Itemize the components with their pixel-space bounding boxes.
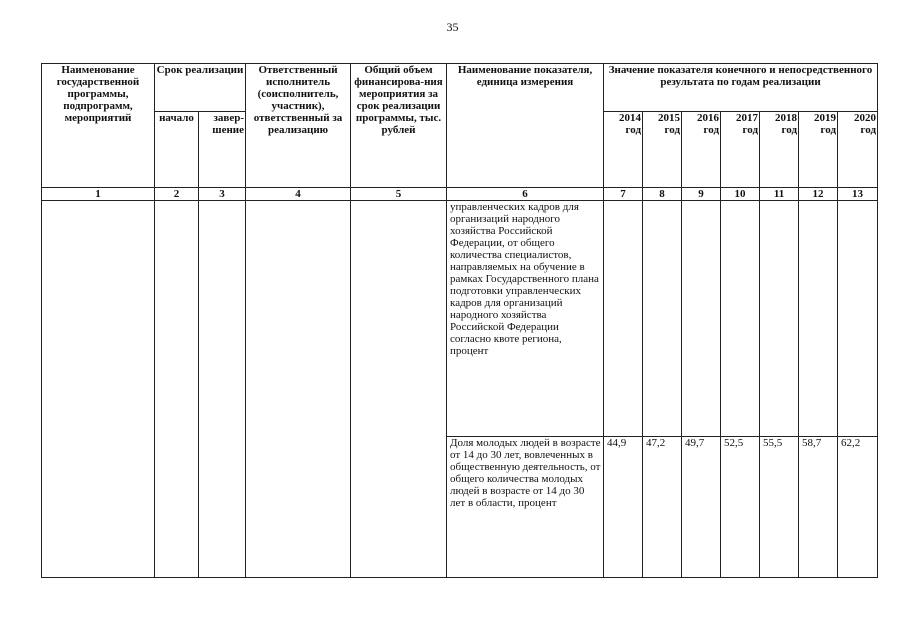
header-year-2019: 2019 год: [799, 112, 838, 188]
header-term: Срок реализации: [155, 64, 246, 112]
column-number: 7: [604, 188, 643, 201]
column-number: 11: [760, 188, 799, 201]
end-cell: [199, 201, 246, 578]
header-year-2016: 2016 год: [682, 112, 721, 188]
indicators-table: [41, 63, 878, 578]
value-cell: 44,9: [604, 437, 643, 578]
start-cell: [155, 201, 199, 578]
value-cell: 47,2: [643, 437, 682, 578]
header-program-name: Наименование государственной программы, подпрограмм, мероприятий: [42, 64, 155, 188]
program-name-cell: [42, 201, 155, 578]
column-number: 6: [447, 188, 604, 201]
page-number: 35: [446, 20, 459, 34]
column-number: 3: [199, 188, 246, 201]
value-cell: [799, 201, 838, 437]
header-year-2018: 2018 год: [760, 112, 799, 188]
value-cell: [682, 201, 721, 437]
header-indicator-values: Значение показателя конечного и непосредственного результата по годам реализации: [604, 64, 878, 112]
column-number: 4: [246, 188, 351, 201]
value-cell: [760, 201, 799, 437]
indicator-cell: Доля молодых людей в возрасте от 14 до 30 лет, вовлеченных в общественную деятельность, от общего количества молодых людей в возрасте от 14 до 30 лет в области, процент: [447, 437, 604, 578]
column-number: 5: [351, 188, 447, 201]
column-number: 13: [838, 188, 878, 201]
table-row: [42, 201, 878, 437]
value-cell: [838, 201, 878, 437]
header-year-2020: 2020 год: [838, 112, 878, 188]
column-number: 1: [42, 188, 155, 201]
header-year-2015: 2015 год: [643, 112, 682, 188]
column-number: 8: [643, 188, 682, 201]
header-indicator-name: Наименование показателя, единица измерения: [447, 64, 604, 188]
column-number: 9: [682, 188, 721, 201]
value-cell: [643, 201, 682, 437]
value-cell: 55,5: [760, 437, 799, 578]
header-financing: Общий объем финансирова-ния мероприятия за срок реализации программы, тыс. рублей: [351, 64, 447, 188]
column-number: 10: [721, 188, 760, 201]
responsible-cell: [246, 201, 351, 578]
header-year-2017: 2017 год: [721, 112, 760, 188]
header-start: начало: [155, 112, 199, 188]
value-cell: 62,2: [838, 437, 878, 578]
value-cell: 52,5: [721, 437, 760, 578]
financing-cell: [351, 201, 447, 578]
column-numbers-row: [42, 188, 878, 201]
indicator-cell: управленческих кадров для организаций народного хозяйства Российской Федерации, от общего количества специалистов, направляемых на обучение в рамках Государственного плана подготовки управленческих кадров для организаций народного хозяйства Российской Федерации согласно квоте региона, процент: [447, 201, 604, 437]
value-cell: [721, 201, 760, 437]
value-cell: [604, 201, 643, 437]
value-cell: 49,7: [682, 437, 721, 578]
column-number: 2: [155, 188, 199, 201]
header-year-2014: 2014 год: [604, 112, 643, 188]
header-responsible: Ответственный исполнитель (соисполнитель, участник), ответственный за реализацию: [246, 64, 351, 188]
header-end: завер-шение: [199, 112, 246, 188]
column-number: 12: [799, 188, 838, 201]
value-cell: 58,7: [799, 437, 838, 578]
